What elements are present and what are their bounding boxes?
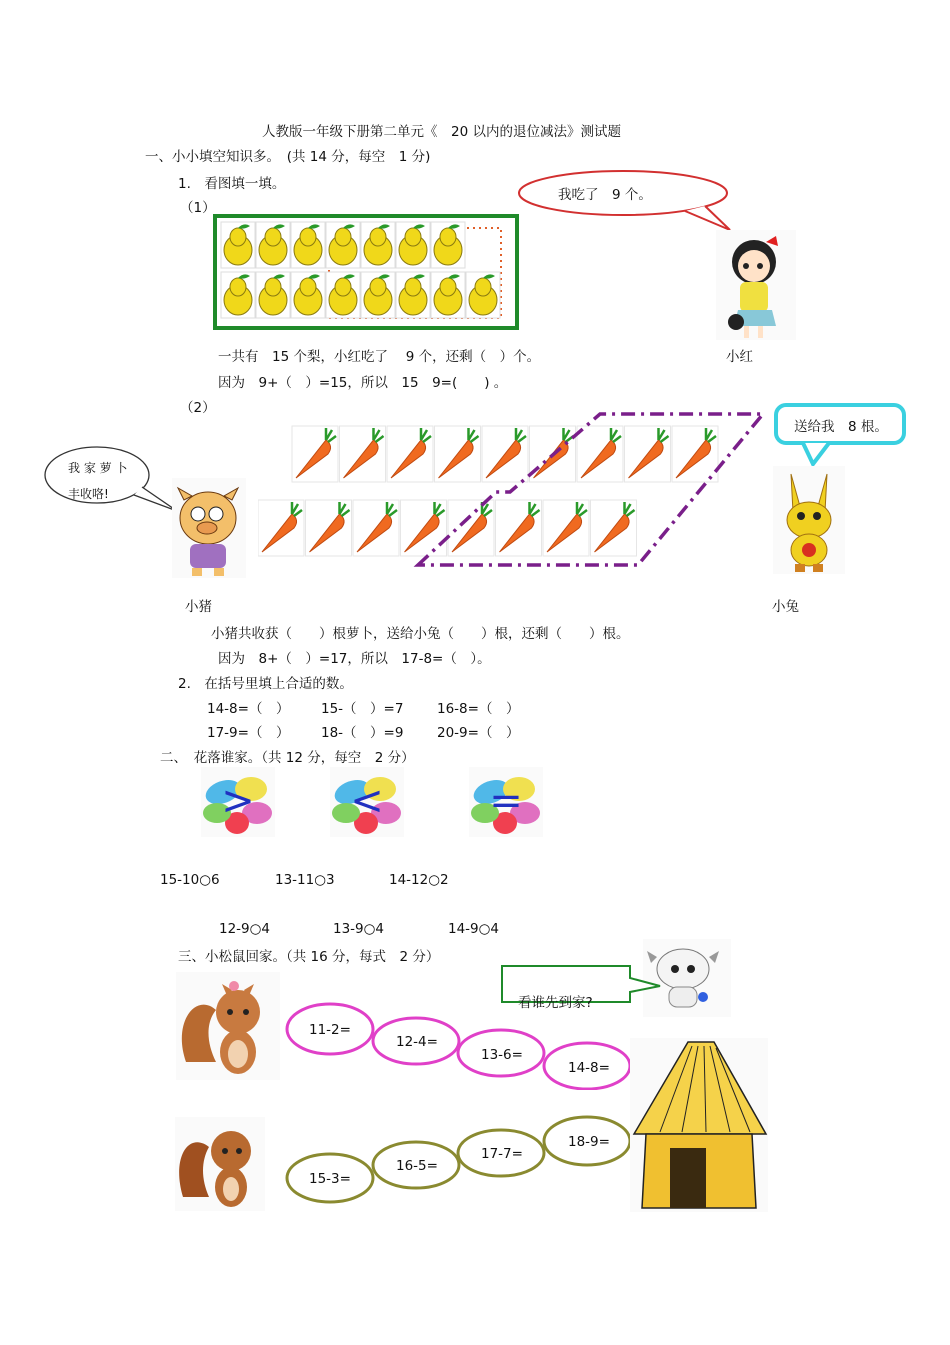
carrot-icon: [258, 500, 304, 556]
bubble-xiaohong-text: 我吃了 9 个。: [558, 187, 652, 203]
q2-row2-item3: 20-9=（ ）: [437, 725, 520, 741]
pear-icon: [326, 222, 360, 268]
house-image: [630, 1038, 768, 1212]
flower-sign-1: >: [221, 778, 255, 824]
carrot-icon: [625, 426, 671, 482]
path2-item3: 17-7=: [481, 1146, 523, 1162]
path2-item1: 15-3=: [309, 1171, 351, 1187]
carrot-icon: [340, 426, 386, 482]
pear-icon: [256, 272, 290, 318]
path1-item1: 11-2=: [309, 1022, 351, 1038]
line-carrots-because: 因为 8+（ ）=17，所以 17-8=（ ）。: [218, 651, 491, 667]
pear-icon: [361, 222, 395, 268]
sign-text: 看谁先到家?: [518, 995, 593, 1011]
compare-row1-item2: 13-11○3: [275, 872, 335, 888]
q2-row1-item2: 15-（ ）=7: [321, 701, 404, 717]
carrot-icon: [353, 500, 399, 556]
squirrel-top-image: [176, 972, 280, 1080]
flower-sign-3: =: [489, 778, 523, 824]
girl-xiaohong-image: [716, 230, 796, 340]
bubble-rabbit-text: 送给我 8 根。: [794, 419, 888, 435]
page-title: 人教版一年级下册第二单元《 20 以内的退位减法》测试题: [262, 124, 621, 140]
line-pears-because: 因为 9+（ ）=15，所以 15 9=( ) 。: [218, 375, 508, 391]
q2-row2-item2: 18-（ ）=9: [321, 725, 404, 741]
pear-icon: [396, 222, 430, 268]
carrot-icon: [292, 426, 338, 482]
carrot-icon: [672, 426, 718, 482]
xiaohong-name: 小红: [726, 349, 753, 365]
path2-item4: 18-9=: [568, 1134, 610, 1150]
q2-row1-item3: 16-8=（ ）: [437, 701, 520, 717]
carrot-icon: [448, 500, 494, 556]
rabbit-name: 小兔: [772, 599, 799, 615]
compare-row2-item1: 12-9○4: [219, 921, 271, 937]
pear-frame: [213, 214, 519, 330]
path1-item4: 14-8=: [568, 1060, 610, 1076]
path1-ovals: [285, 1000, 635, 1090]
pear-icon: [221, 272, 255, 318]
pear-icon: [291, 272, 325, 318]
carrot-icon: [306, 500, 352, 556]
q1-label: 1. 看图填一填。: [178, 176, 286, 192]
compare-row1-item3: 14-12○2: [389, 872, 449, 888]
pig-image: [172, 478, 246, 578]
flower-sign-2: <: [350, 778, 384, 824]
flower-greater-than: [201, 767, 275, 837]
line-carrots-total: 小猪共收获（ ）根萝卜，送给小兔（ ）根，还剩（ ）根。: [211, 626, 630, 642]
pear-icon: [291, 222, 325, 268]
path1-item3: 13-6=: [481, 1047, 523, 1063]
bubble-pig-line2: 丰收咯!: [68, 487, 109, 501]
pear-icon: [256, 222, 290, 268]
rabbit-image: [773, 466, 845, 574]
carrot-icon: [577, 426, 623, 482]
bubble-pig-line1: 我 家 萝 卜: [68, 461, 128, 475]
squirrel-bottom-image: [175, 1117, 265, 1211]
flower-equals: [469, 767, 543, 837]
speech-bubble-rabbit: [773, 402, 909, 468]
carrot-icon: [387, 426, 433, 482]
q2-row1-item1: 14-8=（ ）: [207, 701, 290, 717]
carrot-group: [258, 410, 768, 575]
pear-icon: [326, 272, 360, 318]
pear-icon: [431, 272, 465, 318]
section2-heading: 二、 花落谁家。（共 12 分，每空 2 分）: [160, 750, 415, 766]
compare-row1-item1: 15-10○6: [160, 872, 220, 888]
q2-label: 2. 在括号里填上合适的数。: [178, 676, 353, 692]
path1-item2: 12-4=: [396, 1034, 438, 1050]
compare-row2-item2: 13-9○4: [333, 921, 385, 937]
q2-row2-item1: 17-9=（ ）: [207, 725, 290, 741]
compare-row2-item3: 14-9○4: [448, 921, 500, 937]
path2-item2: 16-5=: [396, 1158, 438, 1174]
pear-icon: [221, 222, 255, 268]
part2-label: （2）: [180, 400, 216, 416]
carrot-icon: [591, 500, 637, 556]
line-pears-total: 一共有 15 个梨，小红吃了 9 个，还剩（ ）个。: [218, 349, 541, 365]
pear-icon: [361, 272, 395, 318]
speech-bubble-pig: [42, 443, 182, 523]
flower-less-than: [330, 767, 404, 837]
pear-icon: [466, 272, 500, 318]
part1-label: （1）: [180, 200, 216, 216]
carrot-icon: [401, 500, 447, 556]
path2-ovals: [285, 1110, 635, 1204]
speech-bubble-xiaohong: [515, 168, 735, 238]
pear-icon: [431, 222, 465, 268]
section1-heading: 一、小小填空知识多。 (共 14 分，每空 1 分): [145, 149, 431, 165]
carrot-icon: [482, 426, 528, 482]
carrot-icon: [543, 500, 589, 556]
carrot-icon: [435, 426, 481, 482]
pig-name: 小猪: [185, 599, 212, 615]
section3-heading: 三、小松鼠回家。（共 16 分，每式 2 分）: [178, 949, 440, 965]
carrot-icon: [496, 500, 542, 556]
pear-icon: [396, 272, 430, 318]
